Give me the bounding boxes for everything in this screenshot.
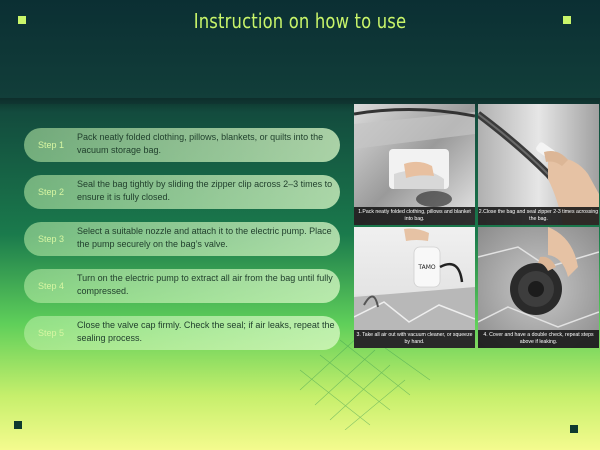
photo-caption: 3. Take all air out with vacuum cleaner, or squeeze by hand. (354, 330, 475, 348)
photo-caption: 4. Cover and have a double check, repeat steps above if leaking. (478, 330, 599, 348)
step-item (24, 175, 342, 209)
step-text: Pack neatly folded clothing, pillows, blankets, or quilts into the vacuum storage bag. (77, 132, 324, 155)
photo-valve-cap (478, 227, 599, 348)
steps-list (24, 128, 342, 363)
photo-grid (354, 104, 600, 348)
step-item (24, 222, 342, 256)
corner-square-icon (563, 16, 571, 24)
corner-square-icon (570, 425, 578, 433)
page-title: Instruction on how to use (193, 9, 407, 33)
step-item (24, 128, 342, 162)
step-label: Step 1 (37, 140, 65, 150)
step-text: Turn on the electric pump to extract all air from the bag until fully compressed. (77, 273, 333, 296)
step-text: Select a suitable nozzle and attach it to the electric pump. Place the pump securely on the bag’s valve. (77, 226, 332, 249)
photo-seal-zipper (478, 104, 599, 225)
step-label: Step 3 (37, 234, 65, 244)
step-label: Step 4 (37, 281, 65, 291)
step-item (24, 269, 342, 303)
step-text: Close the valve cap firmly. Check the seal; if air leaks, repeat the sealing process. (77, 320, 335, 343)
step-label: Step 2 (37, 187, 65, 197)
corner-square-icon (14, 421, 22, 429)
photo-caption: 1.Pack neatly folded clothing, pillows and blanket into bag. (354, 207, 475, 225)
step-text: Seal the bag tightly by sliding the zipper clip across 2–3 times to ensure it is fully closed. (77, 179, 333, 202)
photo-pump (354, 227, 475, 348)
corner-square-icon (18, 16, 26, 24)
step-item (24, 316, 342, 350)
photo-pack-clothes (354, 104, 475, 225)
photo-caption: 2.Close the bag and seal zipper 2-3 times acrossing the bag. (478, 207, 599, 225)
pump-brand: TAMO (418, 264, 436, 271)
step-label: Step 5 (37, 328, 65, 338)
